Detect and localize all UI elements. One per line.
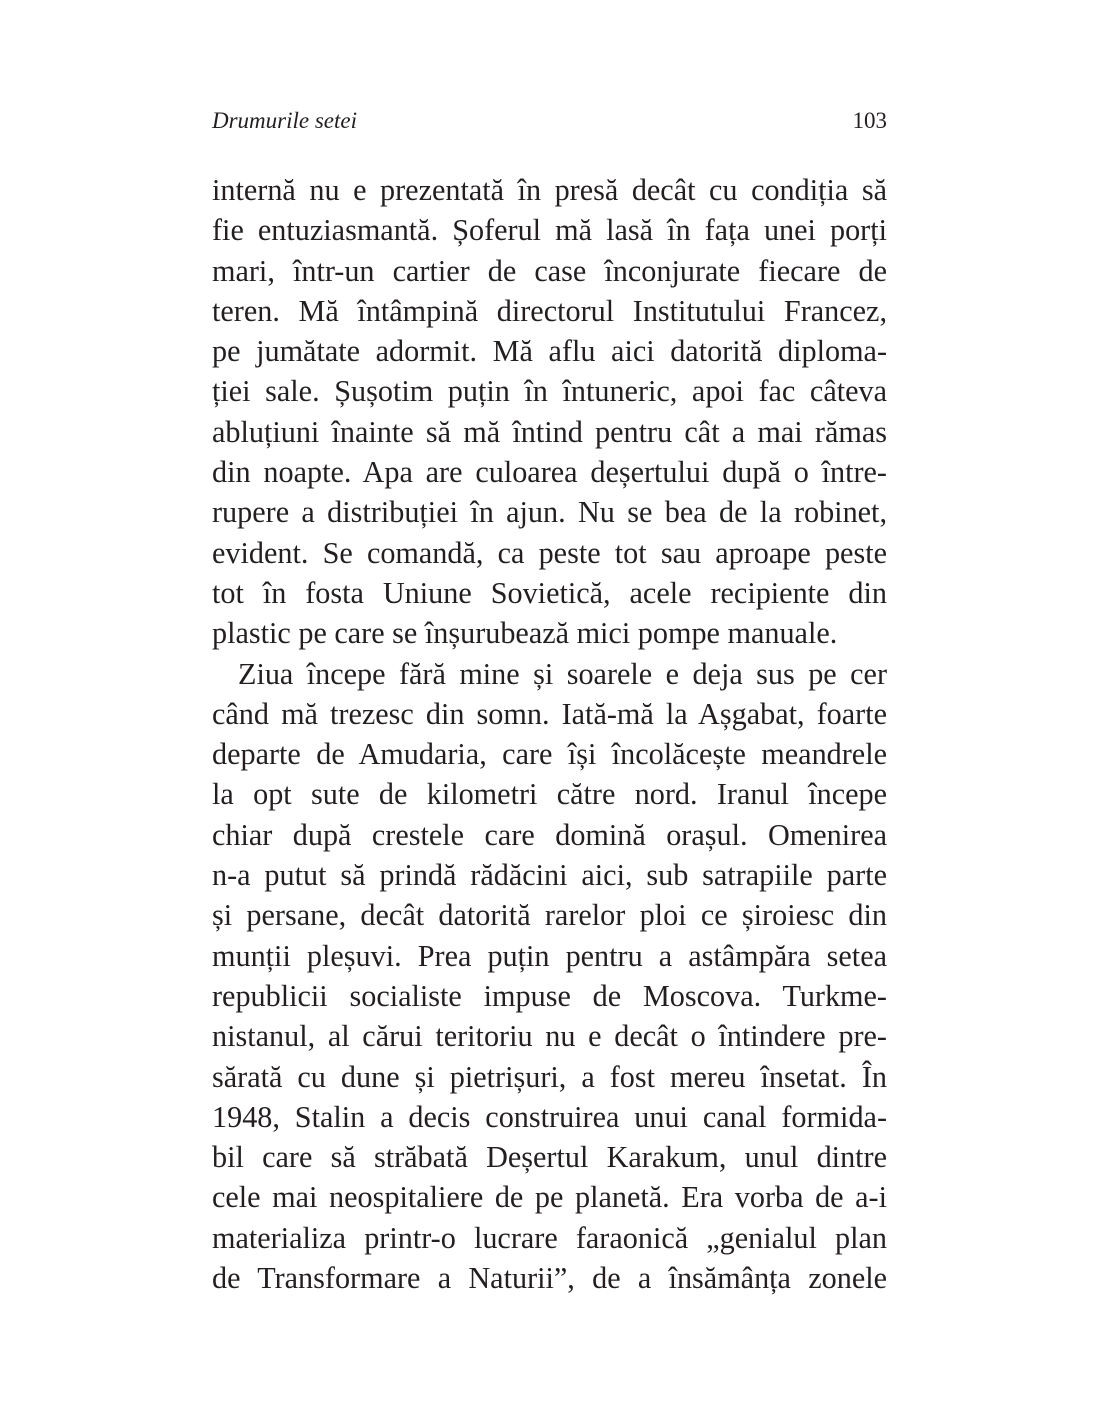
text-line: abluțiuni înainte să mă întind pentru cât a mai rămas: [212, 414, 887, 449]
text-line: internă nu e prezentată în presă decât cu condiția să: [212, 173, 887, 207]
paragraph-2: [212, 654, 887, 1299]
text-line: teren. Mă întâmpină directorul Institutului Francez,: [212, 293, 887, 328]
text-line: de Transformare a Naturii”, de a însămânța zonele: [212, 1261, 887, 1296]
text-line: sărată cu dune și pietrișuri, a fost mereu însetat. În: [212, 1059, 887, 1094]
text-line: când mă trezesc din somn. Iată-mă la Așgabat, foarte: [212, 696, 887, 731]
text-line: pe jumătate adormit. Mă aflu aici datorită diploma-: [212, 334, 887, 369]
text-line: la opt sute de kilometri către nord. Iranul începe: [212, 777, 887, 812]
paragraph-1: [212, 170, 887, 654]
text-line: mari, într-un cartier de case înconjurate fiecare de: [212, 253, 887, 288]
text-line: departe de Amudaria, care își încolăcește meandrele: [212, 737, 887, 772]
text-line: nistanul, al cărui teritoriu nu e decât o întindere pre-: [212, 1019, 887, 1054]
text-line: materializa printr-o lucrare faraonică „genialul plan: [212, 1220, 887, 1255]
running-title: Drumurile setei: [212, 108, 358, 133]
body-text: [212, 170, 887, 1298]
text-line: bil care să străbată Deșertul Karakum, unul dintre: [212, 1140, 887, 1175]
text-line: tot în fosta Uniune Sovietică, acele recipiente din: [212, 575, 887, 610]
text-line: evident. Se comandă, ca peste tot sau aproape peste: [212, 535, 887, 570]
text-line: cele mai neospitaliere de pe planetă. Era vorba de a-i: [212, 1180, 887, 1215]
text-line: Ziua începe fără mine și soarele e deja sus pe cer: [238, 656, 887, 691]
text-line: republicii socialiste impuse de Moscova. Turkme-: [212, 978, 887, 1013]
page-number: 103: [852, 108, 887, 133]
running-head: [212, 104, 887, 138]
text-line: ției sale. Șușotim puțin în întuneric, apoi fac câteva: [212, 374, 887, 409]
text-line: și persane, decât datorită rarelor ploi ce șiroiesc din: [212, 898, 887, 933]
text-line: rupere a distribuției în ajun. Nu se bea de la robinet,: [212, 495, 887, 530]
text-line: munții pleșuvi. Prea puțin pentru a astâmpăra setea: [212, 938, 887, 973]
text-line: fie entuziasmantă. Șoferul mă lasă în fața unei porți: [212, 213, 887, 248]
text-line: chiar după crestele care domină orașul. Omenirea: [212, 817, 887, 852]
text-line: plastic pe care se înșurubează mici pompe manuale.: [212, 616, 838, 651]
text-line: din noapte. Apa are culoarea deșertului după o între-: [212, 455, 887, 490]
text-line: 1948, Stalin a decis construirea unui canal formida-: [212, 1099, 887, 1134]
text-line: n-a putut să prindă rădăcini aici, sub satrapiile parte: [212, 858, 887, 893]
